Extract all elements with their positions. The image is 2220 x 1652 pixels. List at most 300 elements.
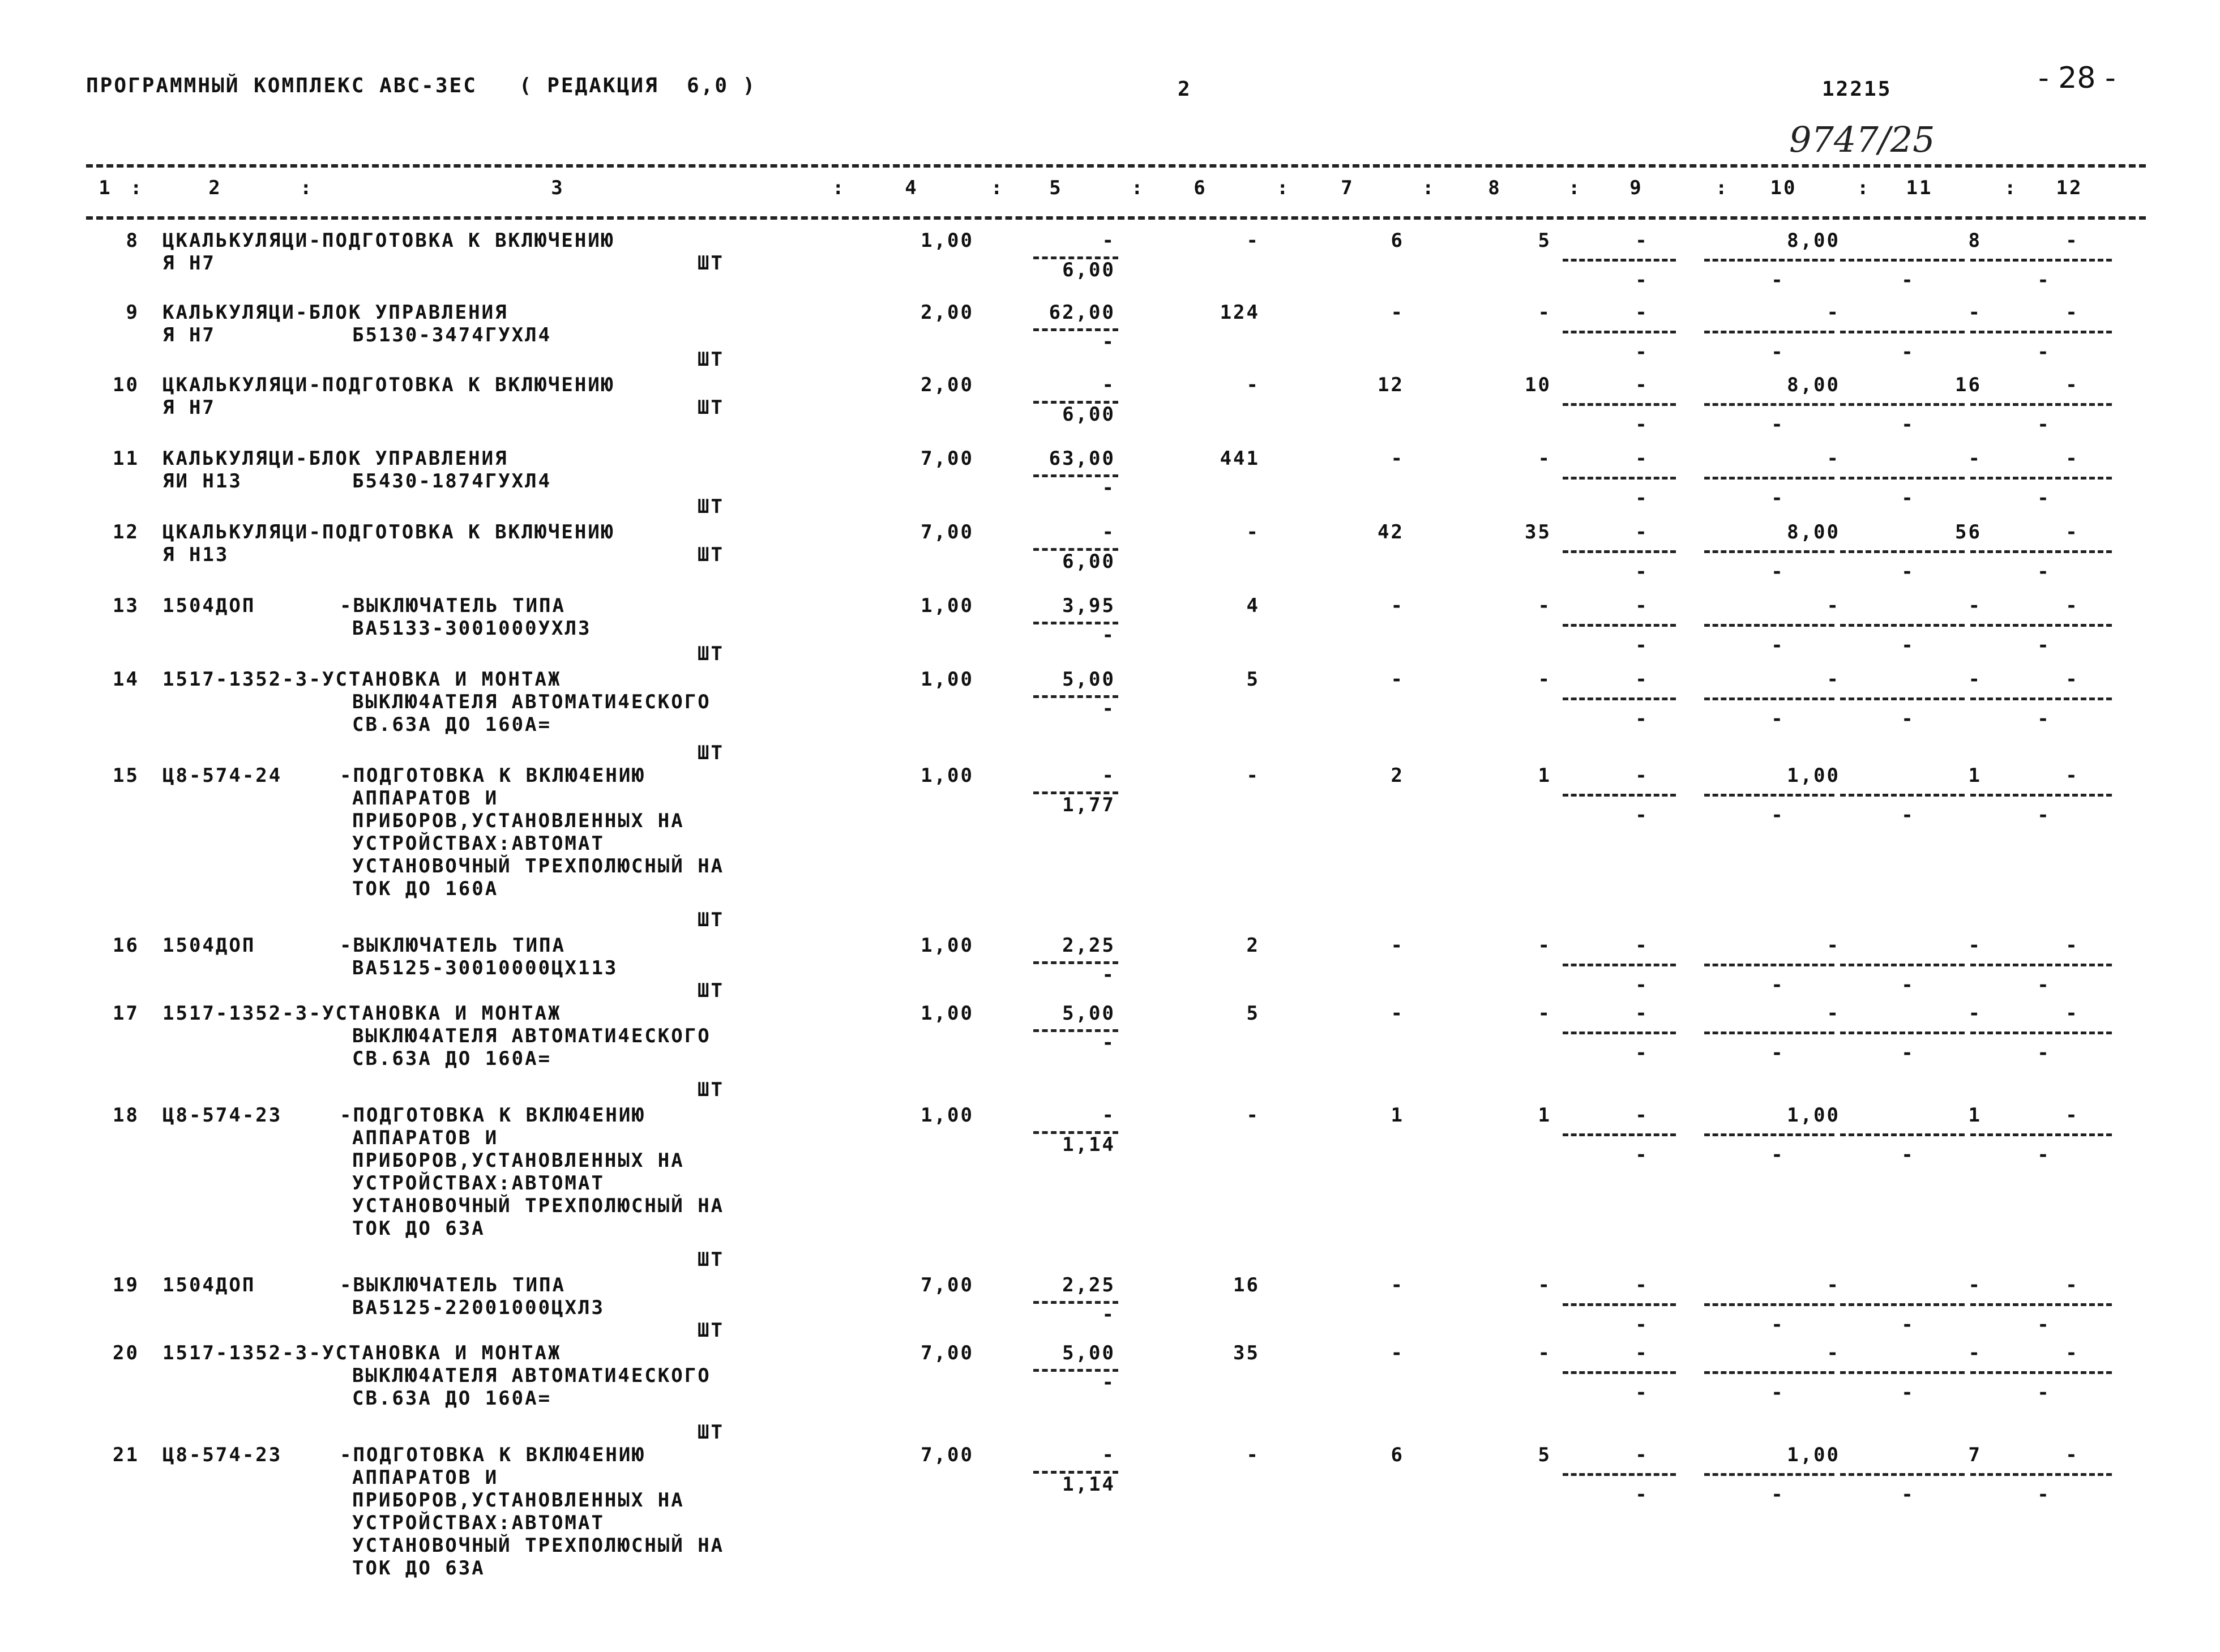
unit-of-measure: ШТ <box>698 643 724 665</box>
row-code: Ц8-574-24 <box>162 764 283 787</box>
cell-dash: - <box>1901 341 1915 363</box>
row-description-line: ПРИБОРОВ,УСТАНОВЛЕННЫХ НА <box>352 810 685 832</box>
cell-labor-2: 10 <box>1525 374 1551 396</box>
cell-col11: - <box>1968 1002 1982 1025</box>
cell-divider <box>1970 964 2112 966</box>
cell-unit-cost-secondary: - <box>1102 697 1115 720</box>
cell-labor: 1 <box>1391 1104 1404 1127</box>
row-description-line: УСТАНОВОЧНЫЙ ТРЕХПОЛЮСНЫЙ НА <box>352 855 725 878</box>
cell-dash: - <box>1901 560 1915 583</box>
cell-col12: - <box>2065 301 2079 324</box>
cell-unit-cost: - <box>1102 1104 1115 1127</box>
cell-col12: - <box>2065 764 2079 787</box>
cell-divider <box>1970 697 2112 700</box>
row-code-suffix: Я Н7 <box>162 252 216 275</box>
cell-col10: - <box>1827 1274 1840 1296</box>
column-separator: : <box>1422 177 1436 199</box>
cell-col12: - <box>2065 447 2079 470</box>
cell-divider <box>1704 1133 1834 1136</box>
cell-divider <box>1704 1303 1834 1306</box>
unit-of-measure: ШТ <box>698 1078 724 1101</box>
row-description-line: -БЛОК УПРАВЛЕНИЯ <box>296 447 508 470</box>
cell-labor: - <box>1391 934 1404 957</box>
cell-col9: - <box>1635 1002 1649 1025</box>
cell-unit-cost-secondary: - <box>1102 331 1115 353</box>
cell-col12: - <box>2065 668 2079 691</box>
cell-divider <box>1840 403 1965 406</box>
row-description-line: Б5130-3474ГУХЛ4 <box>352 324 552 346</box>
cell-divider <box>1840 1371 1965 1374</box>
row-description-line: ВА5133-3001000УХЛ3 <box>352 617 592 640</box>
cell-divider <box>1704 1371 1834 1374</box>
cell-col10: 1,00 <box>1787 1444 1840 1466</box>
cell-unit-cost: - <box>1102 229 1115 252</box>
cell-divider <box>1563 477 1676 480</box>
row-code: КАЛЬКУЛЯЦИ <box>162 301 296 324</box>
row-description-line: Б5430-1874ГУХЛ4 <box>352 470 552 493</box>
cell-divider <box>1840 697 1965 700</box>
cell-col12: - <box>2065 1104 2079 1127</box>
column-header-7: 7 <box>1341 177 1354 199</box>
cell-labor-2: - <box>1538 668 1551 691</box>
cell-unit-cost-secondary: 6,00 <box>1062 403 1115 426</box>
row-description-line: -ВЫКЛЮЧАТЕЛЬ ТИПА <box>340 934 566 957</box>
row-description-line: -ПОДГОТОВКА К ВКЛЮ4ЕНИЮ <box>340 1444 645 1466</box>
unit-of-measure: ШТ <box>698 348 724 371</box>
cell-quantity: 1,00 <box>921 1104 974 1127</box>
row-description-line: ТОК ДО 160А <box>352 878 499 900</box>
cell-dash: - <box>2037 560 2051 583</box>
cell-unit-cost-secondary: 1,77 <box>1062 794 1115 816</box>
cell-dash: - <box>1901 269 1915 292</box>
cell-col9: - <box>1635 764 1649 787</box>
cell-divider <box>1704 259 1834 262</box>
cell-dash: - <box>1901 1381 1915 1404</box>
cell-col10: - <box>1827 594 1840 617</box>
page-number: - 28 - <box>2038 61 2116 95</box>
cell-col9: - <box>1635 1342 1649 1364</box>
cell-quantity: 1,00 <box>921 1002 974 1025</box>
cell-dash: - <box>1771 1381 1785 1404</box>
cell-total-cost: 2 <box>1246 934 1260 957</box>
part-number: 2 <box>1178 78 1192 101</box>
cell-divider <box>1704 331 1834 333</box>
cell-labor-2: 1 <box>1538 1104 1551 1127</box>
cell-divider <box>1704 550 1834 553</box>
unit-of-measure: ШТ <box>698 1248 724 1271</box>
row-code: 1504ДОП <box>162 594 256 617</box>
cell-unit-cost: 2,25 <box>1062 934 1115 957</box>
cell-dash: - <box>2037 1381 2051 1404</box>
handwritten-note: 9747/25 <box>1789 119 1935 160</box>
cell-col11: - <box>1968 1274 1982 1296</box>
column-separator: : <box>1277 177 1290 199</box>
row-description-line: УСТРОЙСТВАХ:АВТОМАТ <box>352 832 605 855</box>
cell-dash: - <box>2037 269 2051 292</box>
row-description-line: ВЫКЛЮ4АТЕЛЯ АВТОМАТИ4ЕСКОГО <box>352 1025 711 1047</box>
unit-of-measure: ШТ <box>698 1421 724 1444</box>
cell-dash: - <box>1901 708 1915 730</box>
row-description-line: -ПОДГОТОВКА К ВКЛЮ4ЕНИЮ <box>340 1104 645 1127</box>
row-number: 10 <box>113 374 139 396</box>
unit-of-measure: ШТ <box>698 1319 724 1342</box>
cell-dash: - <box>2037 804 2051 827</box>
cell-quantity: 7,00 <box>921 521 974 543</box>
unit-of-measure: ШТ <box>698 909 724 931</box>
row-description-line: -БЛОК УПРАВЛЕНИЯ <box>296 301 508 324</box>
row-description-line: ВА5125-22001000ЦХЛ3 <box>352 1296 605 1319</box>
cell-divider <box>1704 1032 1834 1034</box>
cell-quantity: 7,00 <box>921 1274 974 1296</box>
cell-labor: 6 <box>1391 1444 1404 1466</box>
cell-col12: - <box>2065 1274 2079 1296</box>
cell-divider <box>1704 477 1834 480</box>
cell-labor: - <box>1391 301 1404 324</box>
cell-unit-cost-secondary: - <box>1102 624 1115 647</box>
row-code: Ц8-574-23 <box>162 1104 283 1127</box>
cell-divider <box>1704 403 1834 406</box>
row-description-line: -ВЫКЛЮЧАТЕЛЬ ТИПА <box>340 594 566 617</box>
column-header-1: 1 <box>99 177 112 199</box>
cell-divider <box>1840 259 1965 262</box>
cell-total-cost: 5 <box>1246 668 1260 691</box>
column-header-5: 5 <box>1049 177 1063 199</box>
cell-unit-cost-secondary: - <box>1102 1303 1115 1326</box>
cell-labor-2: 1 <box>1538 764 1551 787</box>
cell-col11: 1 <box>1968 1104 1982 1127</box>
column-header-12: 12 <box>2056 177 2083 199</box>
row-description-line: УСТРОЙСТВАХ:АВТОМАТ <box>352 1172 605 1195</box>
cell-dash: - <box>1771 804 1785 827</box>
cell-dash: - <box>1635 1381 1649 1404</box>
cell-col9: - <box>1635 374 1649 396</box>
cell-dash: - <box>1901 1313 1915 1336</box>
cell-unit-cost-secondary: 6,00 <box>1062 550 1115 573</box>
cell-labor-2: 5 <box>1538 1444 1551 1466</box>
cell-divider <box>1970 624 2112 627</box>
cell-divider <box>1563 794 1676 797</box>
row-code-suffix: ЯИ Н13 <box>162 470 242 493</box>
row-number: 19 <box>113 1274 139 1296</box>
cell-total-cost: 16 <box>1233 1274 1260 1296</box>
cell-dash: - <box>1901 974 1915 996</box>
cell-divider <box>1970 259 2112 262</box>
cell-total-cost: - <box>1246 1444 1260 1466</box>
cell-unit-cost: 5,00 <box>1062 1342 1115 1364</box>
cell-divider <box>1704 794 1834 797</box>
cell-col12: - <box>2065 1002 2079 1025</box>
cell-divider <box>1563 259 1676 262</box>
cell-divider <box>1563 1032 1676 1034</box>
row-description-line: ПРИБОРОВ,УСТАНОВЛЕННЫХ НА <box>352 1489 685 1512</box>
row-code: 1504ДОП <box>162 1274 256 1296</box>
cell-dash: - <box>2037 974 2051 996</box>
cell-dash: - <box>2037 708 2051 730</box>
unit-of-measure: ШТ <box>698 495 724 518</box>
cell-quantity: 7,00 <box>921 447 974 470</box>
cell-dash: - <box>1771 560 1785 583</box>
cell-divider <box>1970 331 2112 333</box>
cell-unit-cost: - <box>1102 1444 1115 1466</box>
row-code: ЦКАЛЬКУЛЯЦИ <box>162 374 309 396</box>
column-separator: : <box>991 177 1004 199</box>
cell-divider <box>1563 550 1676 553</box>
cell-col9: - <box>1635 521 1649 543</box>
cell-col10: 1,00 <box>1787 1104 1840 1127</box>
row-number: 12 <box>113 521 139 543</box>
cell-total-cost: - <box>1246 374 1260 396</box>
cell-dash: - <box>1635 413 1649 436</box>
cell-unit-cost-secondary: 1,14 <box>1062 1473 1115 1496</box>
cell-dash: - <box>1635 1483 1649 1506</box>
row-number: 20 <box>113 1342 139 1364</box>
cell-dash: - <box>1771 413 1785 436</box>
cell-total-cost: - <box>1246 1104 1260 1127</box>
cell-labor: 42 <box>1378 521 1404 543</box>
row-code-suffix: Я Н7 <box>162 396 216 419</box>
cell-divider <box>1970 1473 2112 1476</box>
cell-total-cost: 35 <box>1233 1342 1260 1364</box>
row-description-line: ТОК ДО 63А <box>352 1217 485 1240</box>
cell-divider <box>1840 477 1965 480</box>
program-title: ПРОГРАММНЫЙ КОМПЛЕКС АВС-3ЕС ( РЕДАКЦИЯ 6,0 ) <box>86 74 757 97</box>
row-description-line: УСТАНОВОЧНЫЙ ТРЕХПОЛЮСНЫЙ НА <box>352 1195 725 1217</box>
cell-unit-cost-secondary: 6,00 <box>1062 259 1115 281</box>
cell-col10: - <box>1827 1002 1840 1025</box>
cell-col12: - <box>2065 521 2079 543</box>
cell-col10: 1,00 <box>1787 764 1840 787</box>
column-separator: : <box>1857 177 1871 199</box>
cell-unit-cost: 62,00 <box>1049 301 1115 324</box>
cell-quantity: 1,00 <box>921 934 974 957</box>
column-separator: : <box>832 177 846 199</box>
row-description-line: -ВЫКЛЮЧАТЕЛЬ ТИПА <box>340 1274 566 1296</box>
cell-col11: - <box>1968 301 1982 324</box>
column-header-9: 9 <box>1629 177 1643 199</box>
cell-unit-cost-secondary: 1,14 <box>1062 1133 1115 1156</box>
row-description-line: ВЫКЛЮ4АТЕЛЯ АВТОМАТИ4ЕСКОГО <box>352 691 711 713</box>
cell-total-cost: 5 <box>1246 1002 1260 1025</box>
cell-labor: - <box>1391 1002 1404 1025</box>
row-description-line: СВ.63А ДО 160А= <box>352 1387 552 1410</box>
cell-dash: - <box>2037 1483 2051 1506</box>
cell-col12: - <box>2065 1444 2079 1466</box>
row-code: 1517-1352-3 <box>162 1342 309 1364</box>
cell-dash: - <box>1635 1144 1649 1166</box>
row-code: ЦКАЛЬКУЛЯЦИ <box>162 229 309 252</box>
cell-dash: - <box>2037 341 2051 363</box>
cell-dash: - <box>1771 634 1785 657</box>
cell-col10: - <box>1827 1342 1840 1364</box>
cell-dash: - <box>1901 1483 1915 1506</box>
cell-labor: - <box>1391 1342 1404 1364</box>
cell-col12: - <box>2065 229 2079 252</box>
row-description-line: СВ.63А ДО 160А= <box>352 713 552 736</box>
column-separator: : <box>1568 177 1582 199</box>
cell-quantity: 1,00 <box>921 764 974 787</box>
cell-col9: - <box>1635 668 1649 691</box>
cell-dash: - <box>1901 487 1915 510</box>
cell-dash: - <box>1635 269 1649 292</box>
column-separator: : <box>1131 177 1145 199</box>
cell-col10: 8,00 <box>1787 374 1840 396</box>
cell-labor-2: 5 <box>1538 229 1551 252</box>
cell-dash: - <box>1635 341 1649 363</box>
column-header-2: 2 <box>208 177 222 199</box>
cell-total-cost: 124 <box>1220 301 1260 324</box>
column-header-3: 3 <box>551 177 564 199</box>
cell-dash: - <box>1771 708 1785 730</box>
cell-labor-2: - <box>1538 594 1551 617</box>
cell-unit-cost-secondary: - <box>1102 1032 1115 1054</box>
unit-of-measure: ШТ <box>698 252 724 275</box>
cell-divider <box>1840 550 1965 553</box>
cell-labor: 6 <box>1391 229 1404 252</box>
cell-dash: - <box>2037 413 2051 436</box>
cell-col11: - <box>1968 668 1982 691</box>
cell-col10: 8,00 <box>1787 521 1840 543</box>
cell-dash: - <box>2037 1144 2051 1166</box>
cell-dash: - <box>1771 1144 1785 1166</box>
cell-labor: - <box>1391 668 1404 691</box>
cell-unit-cost: 5,00 <box>1062 668 1115 691</box>
cell-col9: - <box>1635 447 1649 470</box>
unit-of-measure: ШТ <box>698 543 724 566</box>
cell-dash: - <box>1771 269 1785 292</box>
cell-dash: - <box>1635 708 1649 730</box>
cell-col9: - <box>1635 934 1649 957</box>
column-separator: : <box>2004 177 2018 199</box>
cell-divider <box>1563 1371 1676 1374</box>
row-code-suffix: Я Н7 <box>162 324 216 346</box>
cell-labor: - <box>1391 594 1404 617</box>
column-header-4: 4 <box>905 177 918 199</box>
row-code: 1504ДОП <box>162 934 256 957</box>
cell-divider <box>1840 331 1965 333</box>
row-description-line: -ПОДГОТОВКА К ВКЛЮЧЕНИЮ <box>309 229 615 252</box>
cell-dash: - <box>1771 487 1785 510</box>
row-code: 1517-1352-3 <box>162 1002 309 1025</box>
cell-divider <box>1840 1032 1965 1034</box>
cell-total-cost: 441 <box>1220 447 1260 470</box>
cell-divider <box>1970 1371 2112 1374</box>
cell-col10: 8,00 <box>1787 229 1840 252</box>
cell-quantity: 7,00 <box>921 1342 974 1364</box>
row-number: 18 <box>113 1104 139 1127</box>
cell-labor: 12 <box>1378 374 1404 396</box>
document-code: 12215 <box>1822 78 1892 101</box>
cell-col12: - <box>2065 594 2079 617</box>
cell-col12: - <box>2065 374 2079 396</box>
cell-dash: - <box>1635 804 1649 827</box>
cell-col11: - <box>1968 1342 1982 1364</box>
cell-divider <box>1970 477 2112 480</box>
cell-col11: - <box>1968 594 1982 617</box>
row-number: 8 <box>126 229 139 252</box>
row-description-line: ПРИБОРОВ,УСТАНОВЛЕННЫХ НА <box>352 1149 685 1172</box>
cell-divider <box>1704 624 1834 627</box>
row-description-line: УСТАНОВОЧНЫЙ ТРЕХПОЛЮСНЫЙ НА <box>352 1534 725 1557</box>
cell-dash: - <box>1635 1313 1649 1336</box>
cell-col11: - <box>1968 447 1982 470</box>
cell-col9: - <box>1635 1274 1649 1296</box>
cell-total-cost: - <box>1246 764 1260 787</box>
cell-quantity: 1,00 <box>921 594 974 617</box>
cell-labor: - <box>1391 1274 1404 1296</box>
row-description-line: ВА5125-30010000ЦХ113 <box>352 957 618 979</box>
cell-divider <box>1970 1133 2112 1136</box>
column-separator: : <box>300 177 314 199</box>
column-header-10: 10 <box>1770 177 1797 199</box>
cell-quantity: 2,00 <box>921 374 974 396</box>
cell-unit-cost: 2,25 <box>1062 1274 1115 1296</box>
cell-dash: - <box>1771 341 1785 363</box>
cell-col10: - <box>1827 301 1840 324</box>
unit-of-measure: ШТ <box>698 979 724 1002</box>
cell-unit-cost-secondary: - <box>1102 477 1115 499</box>
cell-col10: - <box>1827 668 1840 691</box>
cell-divider <box>1840 1133 1965 1136</box>
cell-divider <box>1704 1473 1834 1476</box>
row-description-line: АППАРАТОВ И <box>352 787 499 810</box>
cell-col11: 8 <box>1968 229 1982 252</box>
row-number: 11 <box>113 447 139 470</box>
cell-labor-2: - <box>1538 1342 1551 1364</box>
row-code-suffix: Я Н13 <box>162 543 229 566</box>
cell-divider <box>1563 331 1676 333</box>
cell-divider <box>1970 550 2112 553</box>
cell-unit-cost-secondary: - <box>1102 1371 1115 1394</box>
row-description-line: АППАРАТОВ И <box>352 1466 499 1489</box>
column-separator: : <box>130 177 144 199</box>
unit-of-measure: ШТ <box>698 396 724 419</box>
row-number: 13 <box>113 594 139 617</box>
cell-col10: - <box>1827 934 1840 957</box>
cell-labor: 2 <box>1391 764 1404 787</box>
cell-divider <box>1970 403 2112 406</box>
row-number: 14 <box>113 668 139 691</box>
cell-labor-2: 35 <box>1525 521 1551 543</box>
cell-quantity: 1,00 <box>921 668 974 691</box>
row-description-line: ВЫКЛЮ4АТЕЛЯ АВТОМАТИ4ЕСКОГО <box>352 1364 711 1387</box>
cell-col11: 7 <box>1968 1444 1982 1466</box>
cell-quantity: 1,00 <box>921 229 974 252</box>
row-description-line: -УСТАНОВКА И МОНТАЖ <box>309 1342 562 1364</box>
row-description-line: -ПОДГОТОВКА К ВКЛЮЧЕНИЮ <box>309 521 615 543</box>
cell-dash: - <box>1901 1144 1915 1166</box>
cell-unit-cost: - <box>1102 764 1115 787</box>
column-separator: : <box>1716 177 1729 199</box>
cell-unit-cost-secondary: - <box>1102 964 1115 986</box>
cell-divider <box>1563 964 1676 966</box>
cell-dash: - <box>1635 634 1649 657</box>
cell-col11: - <box>1968 934 1982 957</box>
cell-dash: - <box>1635 1042 1649 1064</box>
row-number: 15 <box>113 764 139 787</box>
cell-col11: 1 <box>1968 764 1982 787</box>
cell-col9: - <box>1635 301 1649 324</box>
cell-dash: - <box>2037 487 2051 510</box>
cell-total-cost: - <box>1246 521 1260 543</box>
cell-unit-cost: 5,00 <box>1062 1002 1115 1025</box>
row-number: 21 <box>113 1444 139 1466</box>
cell-dash: - <box>1901 634 1915 657</box>
cell-total-cost: - <box>1246 229 1260 252</box>
cell-divider <box>1840 964 1965 966</box>
cell-divider <box>1704 964 1834 966</box>
row-description-line: -УСТАНОВКА И МОНТАЖ <box>309 668 562 691</box>
cell-labor-2: - <box>1538 1274 1551 1296</box>
